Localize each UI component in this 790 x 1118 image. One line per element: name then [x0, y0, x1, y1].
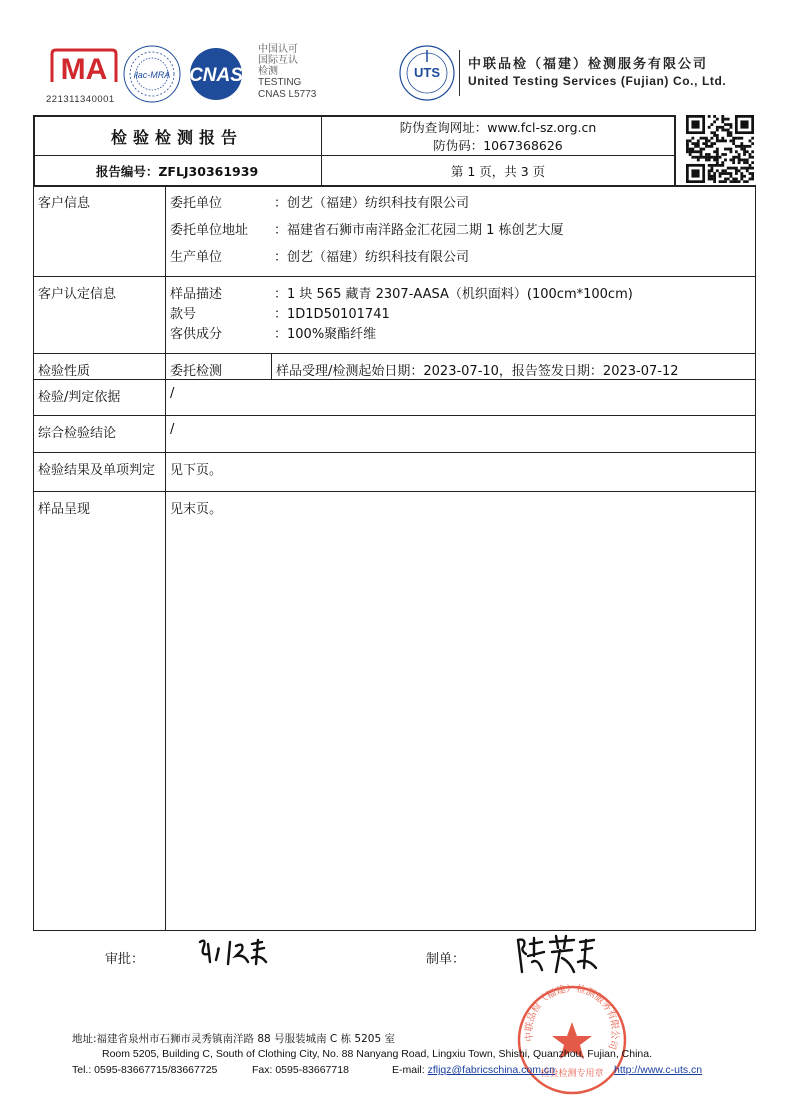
nature-split	[271, 353, 272, 379]
ilac-text: ilac-MRA	[133, 70, 171, 80]
title-box-right	[674, 115, 676, 185]
title-box-top	[33, 115, 676, 117]
report-no-label: 报告编号：	[95, 164, 159, 179]
confirmed-row-label: 客供成分	[170, 327, 223, 342]
report-title: 检验检测报告	[110, 128, 243, 147]
maker-signature	[512, 932, 602, 980]
row-sep-1	[33, 276, 756, 277]
footer-email-label: E-mail:	[392, 1064, 425, 1076]
conclusion-value: /	[170, 422, 175, 437]
confirmed-row-value: ：100%聚酯纤维	[274, 327, 377, 342]
confirmed-row-value: ：1D1D50101741	[274, 307, 390, 322]
sample-value: 见末页。	[170, 502, 223, 517]
conclusion-label: 综合检验结论	[38, 426, 117, 441]
customer-row-label: 委托单位	[170, 196, 223, 211]
company-name-cn: 中联品检（福建）检测服务有限公司	[468, 57, 709, 72]
stamp-sub: 检验检测专用章	[540, 1069, 604, 1079]
accreditation-text	[258, 44, 348, 101]
confirmed-row-value: ：1 块 565 藏青 2307-AASA（机织面料）(100cm*100cm)	[274, 287, 633, 302]
footer-tel: Tel.: 0595-83667715/83667725	[72, 1064, 218, 1076]
report-no: ZFLJ30361939	[158, 164, 259, 179]
verify-url-line	[322, 118, 674, 136]
sample-label: 样品呈现	[38, 502, 91, 517]
customer-row-value: ：福建省石狮市南洋路金汇花园二期 1 栋创艺大厦	[274, 223, 564, 238]
footer-email-link[interactable]: zfljqz@fabricschina.com.cn	[427, 1064, 555, 1076]
verify-url[interactable]: www.fcl-sz.org.cn	[487, 120, 597, 135]
footer-website-link[interactable]: http://www.c-uts.cn	[614, 1064, 703, 1076]
basis-label: 检验/判定依据	[38, 390, 121, 405]
table-col-split	[165, 185, 166, 931]
nature-label: 检验性质	[38, 364, 91, 379]
row-sep-5	[33, 452, 756, 453]
basis-value: /	[170, 386, 175, 401]
maker-label: 制单：	[426, 952, 466, 967]
confirmed-row-label: 样品描述	[170, 287, 223, 302]
qr-code	[686, 115, 754, 183]
reviewer-label: 审批：	[105, 952, 145, 967]
header-divider	[459, 50, 460, 96]
nature-value: 委托检测	[170, 364, 223, 379]
table-right	[755, 185, 756, 931]
customer-row-value: ：创艺（福建）纺织科技有限公司	[274, 196, 470, 211]
cma-logo	[46, 46, 122, 105]
anti-fake-code: 1067368626	[483, 138, 563, 153]
footer-website	[614, 1064, 702, 1076]
customer-row-label: 生产单位	[170, 250, 223, 265]
customer-row-label: 委托单位地址	[170, 223, 249, 238]
cma-text: MA	[60, 53, 108, 86]
customer-row-value: ：创艺（福建）纺织科技有限公司	[274, 250, 470, 265]
verify-url-label: 防伪查询网址：	[399, 120, 488, 135]
ilac-mra-logo	[122, 44, 182, 104]
anti-fake-line	[322, 136, 674, 154]
cma-number: 221311340001	[46, 94, 115, 105]
accreditation-line-3: 检测	[258, 66, 278, 77]
reviewer-signature	[192, 932, 282, 976]
row-sep-2	[33, 353, 756, 354]
anti-fake-label: 防伪码：	[433, 138, 484, 153]
row-sep-3	[33, 379, 756, 380]
confirmed-section-label: 客户认定信息	[38, 287, 117, 302]
results-value: 见下页。	[170, 463, 223, 478]
cnas-text: CNAS	[189, 65, 243, 86]
cnas-logo	[180, 46, 250, 102]
confirmed-row-label: 款号	[170, 307, 197, 322]
accreditation-line-1: 中国认可	[258, 44, 298, 55]
results-label: 检验结果及单项判定	[38, 463, 156, 478]
uts-logo	[398, 44, 456, 102]
title-box-mid	[33, 155, 676, 156]
company-stamp	[516, 984, 628, 1096]
uts-text: UTS	[414, 65, 440, 80]
footer-address-cn: 地址:福建省泉州市石狮市灵秀镇南洋路 88 号服装城南 C 栋 5205 室	[72, 1033, 395, 1045]
company-name-en: United Testing Services (Fujian) Co., Ltd.	[468, 74, 727, 88]
accreditation-line-5: CNAS L5773	[258, 89, 317, 100]
table-bottom	[33, 930, 756, 931]
stamp-text: 中联品检（福建）检测服务有限公司	[523, 984, 621, 1051]
footer-address-en: Room 5205, Building C, South of Clothing City, No. 88 Nanyang Road, Lingxiu Town, Shishi, Quanzhou, Fujian, China.	[102, 1048, 653, 1060]
footer-fax: Fax: 0595-83667718	[252, 1064, 349, 1076]
nature-dates: 样品受理/检测起始日期：2023-07-10，报告签发日期：2023-07-12	[276, 364, 679, 379]
accreditation-line-2: 国际互认	[258, 55, 298, 66]
table-top	[33, 185, 756, 187]
customer-section-label: 客户信息	[38, 196, 91, 211]
row-sep-6	[33, 491, 756, 492]
footer-email	[392, 1064, 555, 1076]
table-left	[33, 185, 34, 931]
report-number	[33, 162, 321, 180]
page-info: 第 1 页，共 3 页	[450, 164, 546, 179]
row-sep-4	[33, 415, 756, 416]
accreditation-line-4: TESTING	[258, 77, 302, 88]
